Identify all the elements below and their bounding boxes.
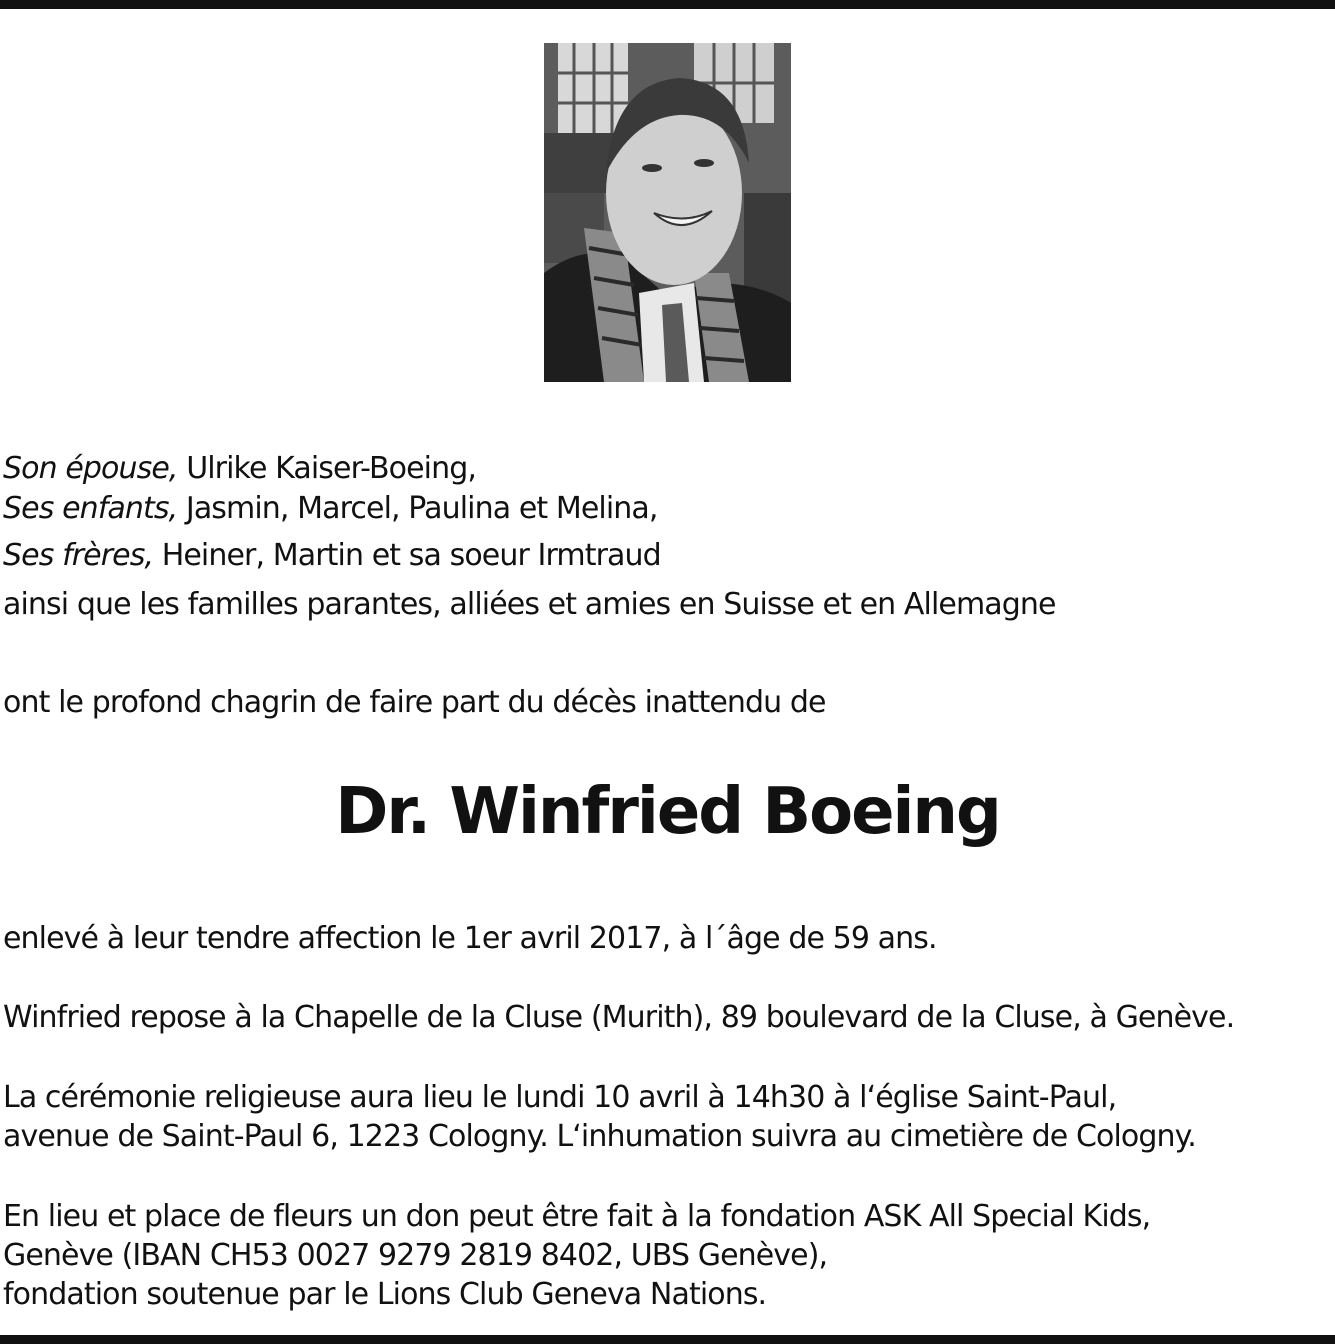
donation-line-1: En lieu et place de fleurs un don peut être fait à la fondation ASK All Special Kids, <box>3 1199 1151 1234</box>
ceremony-line-1: La cérémonie religieuse aura lieu le lundi 10 avril à 14h30 à l‘église Saint-Paul, <box>3 1080 1117 1115</box>
donation-line-3: fondation soutenue par le Lions Club Geneva Nations. <box>3 1277 767 1312</box>
siblings-label: Ses frères, <box>3 538 154 573</box>
children-label: Ses enfants, <box>3 491 178 526</box>
family-line-spouse <box>3 451 476 487</box>
children-names: Jasmin, Marcel, Paulina et Melina, <box>185 491 658 526</box>
death-details: enlevé à leur tendre affection le 1er avril 2017, à l´âge de 59 ans. <box>3 921 937 956</box>
spouse-name: Ulrike Kaiser-Boeing, <box>186 451 476 486</box>
portrait-photo <box>544 43 791 382</box>
donation-line-2: Genève (IBAN CH53 0027 9279 2819 8402, UBS Genève), <box>3 1238 828 1273</box>
family-line-children <box>3 491 658 527</box>
left-eye <box>642 164 662 172</box>
hall-shadow <box>544 133 614 193</box>
spouse-label: Son épouse, <box>3 451 178 486</box>
repose-details: Winfried repose à la Chapelle de la Cluse (Murith), 89 boulevard de la Cluse, à Genève. <box>3 1000 1235 1035</box>
family-line-relatives: ainsi que les familles parantes, alliées et amies en Suisse et en Allemagne <box>3 587 1056 622</box>
deceased-name: Dr. Winfried Boeing <box>335 775 1000 849</box>
family-line-siblings <box>3 538 661 574</box>
bottom-border-rule <box>0 1335 1335 1344</box>
siblings-names: Heiner, Martin et sa soeur Irmtraud <box>161 538 661 573</box>
portrait-illustration <box>544 43 791 382</box>
announcement-text: ont le profond chagrin de faire part du décès inattendu de <box>3 685 826 720</box>
top-border-rule <box>0 0 1335 9</box>
ceremony-line-2: avenue de Saint-Paul 6, 1223 Cologny. L‘inhumation suivra au cimetière de Cologny. <box>3 1119 1196 1154</box>
crowd-right <box>744 193 791 303</box>
right-eye <box>694 159 714 167</box>
